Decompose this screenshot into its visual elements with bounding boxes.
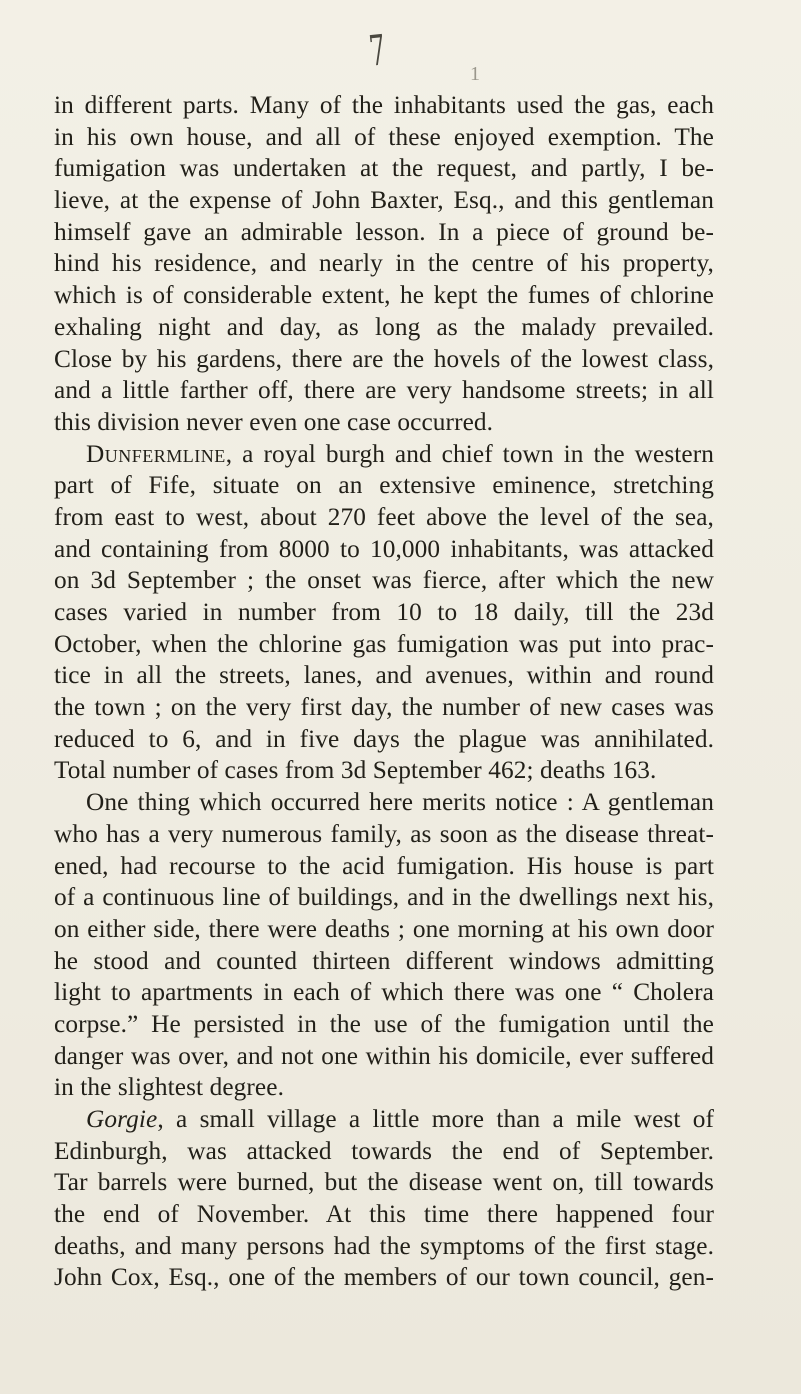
text-line: deaths, and many persons had the symptoms of the first stage. [54,1231,714,1260]
signature-mark: 1 [470,63,480,85]
text-line: ened, had recourse to the acid fumigation. His house is part [54,851,714,880]
paragraph-dunfermline-first-line [54,439,714,471]
text-line: from east to west, about 270 feet above the level of the sea, [54,502,714,531]
text-line: which is of considerable extent, he kept the fumes of chlorine [54,281,714,310]
text-line: John Cox, Esq., one of the members of our town council, gen- [54,1263,714,1292]
text-line: corpse.” He persisted in the use of the fumigation until the [54,1009,714,1038]
text-line: and a little farther off, there are very handsome streets; in all [54,376,714,405]
text-line: and containing from 8000 to 10,000 inhabitants, was attacked [54,534,714,563]
text-line: he stood and counted thirteen different windows admitting [54,946,714,975]
text-line: himself gave an admirable lesson. In a piece of ground be- [54,217,714,246]
text-line: the end of November. At this time there happened four [54,1200,714,1229]
text-line: Close by his gardens, there are the hovels of the lowest class, [54,344,714,373]
text-line: on either side, there were deaths ; one morning at his own door [54,914,714,943]
text-line: tice in all the streets, lanes, and avenues, within and round [54,661,714,690]
text-line: October, when the chlorine gas fumigation was put into prac- [54,629,714,658]
text-line: Tar barrels were burned, but the disease went on, till towards [54,1168,714,1197]
place-name-gorgie: Gorgie [86,1105,158,1133]
text-line: this division never even one case occurred. [54,407,494,436]
text-line: danger was over, and not one within his domicile, ever suffered [54,1041,714,1070]
text-line: of a continuous line of buildings, and in the dwellings next his, [54,883,714,912]
text-line: reduced to 6, and in five days the plague was annihilated. [54,724,714,753]
text-line: lieve, at the expense of John Baxter, Esq., and this gentleman [54,186,714,215]
text-line: hind his residence, and nearly in the centre of his property, [54,249,714,278]
text-line-rest: , a small village a little more than a mile west of [157,1105,714,1133]
text-line: in the slightest degree. [54,1073,285,1102]
body-text [54,90,714,1294]
place-name-dunfermline: Dunfermline [86,439,226,468]
text-line: cases varied in number from 10 to 18 daily, till the 23d [54,598,714,626]
text-line: exhaling night and day, as long as the malady prevailed. [54,312,714,341]
text-line-rest: , a royal burgh and chief town in the western [225,439,714,468]
text-line: the town ; on the very first day, the number of new cases was [54,693,714,722]
text-line: in his own house, and all of these enjoyed exemption. The [54,122,714,151]
paragraph-gorgie-first-line [54,1104,714,1136]
text-line: in different parts. Many of the inhabitants used the gas, each [54,91,714,119]
text-line: fumigation was undertaken at the request, and partly, I be- [54,154,714,183]
text-line: part of Fife, situate on an extensive eminence, stretching [54,471,714,500]
text-line: Total number of cases from 3d September 462; deaths 163. [54,756,657,785]
text-line: One thing which occurred here merits notice : A gentleman [86,788,714,817]
text-line: Edinburgh, was attacked towards the end of September. [54,1136,714,1165]
text-line: who has a very numerous family, as soon as the disease threat- [54,819,714,848]
text-line: light to apartments in each of which there was one “ Cholera [54,978,714,1007]
text-line: on 3d September ; the onset was fierce, after which the new [54,566,714,595]
page-number: 7 [366,25,388,76]
